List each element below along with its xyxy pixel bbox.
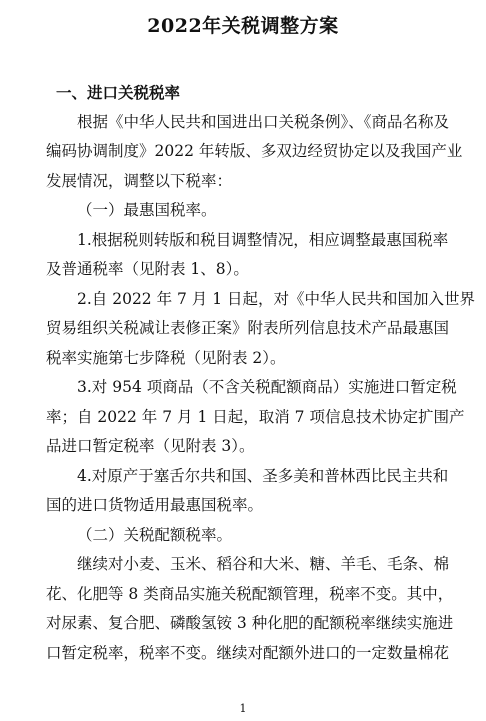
subsection-heading-mfn-rate: （一）最惠国税率。	[77, 201, 217, 219]
quota-paragraph-line-2: 花、化肥等 8 类商品实施关税配额管理，税率不变。其中，	[46, 584, 454, 603]
item-3-line-1: 3.对 954 项商品（不含关税配额商品）实施进口暂定税	[77, 378, 457, 396]
item-4-line-1: 4.对原产于塞舌尔共和国、圣多美和普林西比民主共和	[77, 466, 449, 485]
paragraph-intro-line-1: 根据《中华人民共和国进出口关税条例》、《商品名称及	[77, 112, 450, 131]
item-2-line-2: 贸易组织关税减让表修正案》附表所列信息技术产品最惠国	[46, 319, 450, 337]
quota-paragraph-line-3: 对尿素、复合肥、磷酸氢铵 3 种化肥的配额税率继续实施进	[46, 614, 454, 632]
quota-paragraph-line-1: 继续对小麦、玉米、稻谷和大米、糖、羊毛、毛条、棉	[77, 555, 450, 573]
item-2-line-3: 税率实施第七步降税（见附表 2）。	[46, 348, 286, 367]
quota-paragraph-line-4: 口暂定税率，税率不变。继续对配额外进口的一定数量棉花	[46, 643, 450, 662]
item-1-line-1: 1.根据税则转版和税目调整情况，相应调整最惠国税率	[77, 230, 449, 249]
document-title: 2022年关税调整方案	[147, 15, 339, 37]
item-3-line-2: 率；自 2022 年 7 月 1 日起，取消 7 项信息技术协定扩围产	[46, 407, 465, 426]
paragraph-intro-line-2: 编码协调制度》2022 年转版、多双边经贸协定以及我国产业	[46, 142, 463, 160]
paragraph-intro-line-3: 发展情况，调整以下税率：	[46, 171, 233, 190]
item-4-line-2: 国的进口货物适用最惠国税率。	[46, 496, 264, 514]
item-2-line-1: 2.自 2022 年 7 月 1 日起，对《中华人民共和国加入世界	[77, 289, 476, 308]
item-1-line-2: 及普通税率（见附表 1、8）。	[46, 260, 249, 278]
section-heading-import-tariff: 一、进口关税税率	[56, 83, 181, 102]
page-number: 1	[239, 702, 247, 715]
subsection-heading-quota-rate: （二）关税配额税率。	[77, 525, 233, 544]
item-3-line-3: 品进口暂定税率（见附表 3）。	[46, 437, 255, 455]
document-body	[46, 78, 476, 668]
